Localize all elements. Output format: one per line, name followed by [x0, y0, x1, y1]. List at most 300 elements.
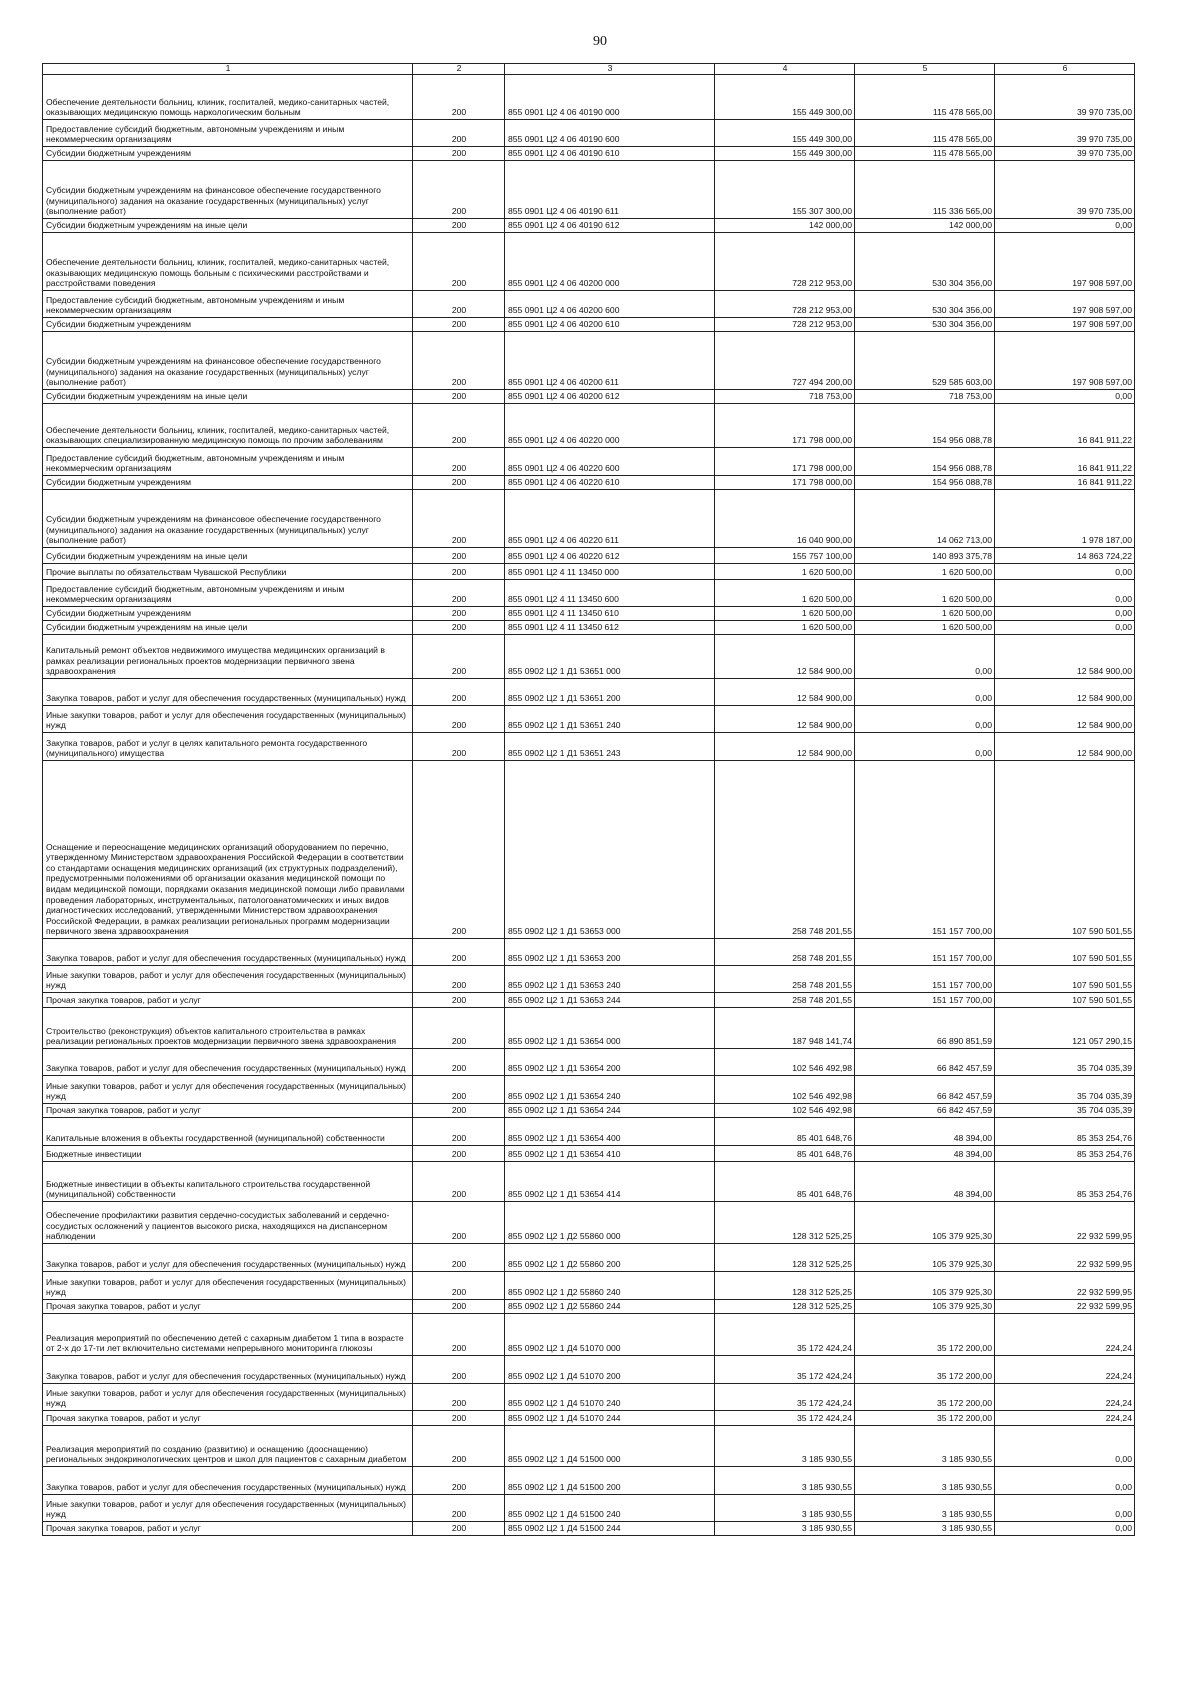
- column-header: 1: [43, 64, 413, 75]
- amount-col4-cell: 258 748 201,55: [715, 939, 855, 966]
- row-name-cell: Обеспечение деятельности больниц, клиник, госпиталей, медико-санитарных частей, оказывающих медицинскую помощь наркологическим больным: [43, 75, 413, 120]
- row-name-cell: Прочая закупка товаров, работ и услуг: [43, 1522, 413, 1536]
- amount-col5-cell: 35 172 200,00: [855, 1384, 995, 1411]
- amount-col5-cell: 66 842 457,59: [855, 1076, 995, 1104]
- amount-col6-cell: 0,00: [995, 219, 1135, 233]
- amount-col4-cell: 1 620 500,00: [715, 580, 855, 607]
- amount-col5-cell: 0,00: [855, 733, 995, 761]
- amount-col5-cell: 0,00: [855, 635, 995, 679]
- budget-classification-cell: 855 0901 Ц2 4 11 13450 610: [505, 607, 715, 621]
- amount-col5-cell: 48 394,00: [855, 1118, 995, 1146]
- admin-code-cell: 200: [413, 1202, 505, 1244]
- budget-classification-cell: 855 0902 Ц2 1 Д2 55860 000: [505, 1202, 715, 1244]
- amount-col4-cell: 1 620 500,00: [715, 607, 855, 621]
- budget-classification-cell: 855 0902 Ц2 1 Д1 53653 000: [505, 761, 715, 939]
- amount-col6-cell: 107 590 501,55: [995, 966, 1135, 993]
- column-header: 2: [413, 64, 505, 75]
- amount-col5-cell: 1 620 500,00: [855, 621, 995, 635]
- amount-col4-cell: 155 449 300,00: [715, 120, 855, 147]
- amount-col5-cell: 14 062 713,00: [855, 490, 995, 548]
- admin-code-cell: 200: [413, 1467, 505, 1495]
- row-name-cell: Предоставление субсидий бюджетным, автономным учреждениям и иным некоммерческим организациям: [43, 448, 413, 476]
- admin-code-cell: 200: [413, 120, 505, 147]
- admin-code-cell: 200: [413, 219, 505, 233]
- admin-code-cell: 200: [413, 1244, 505, 1272]
- budget-classification-cell: 855 0901 Ц2 4 06 40190 612: [505, 219, 715, 233]
- admin-code-cell: 200: [413, 318, 505, 332]
- admin-code-cell: 200: [413, 161, 505, 219]
- budget-classification-cell: 855 0902 Ц2 1 Д4 51500 240: [505, 1495, 715, 1522]
- amount-col5-cell: 1 620 500,00: [855, 580, 995, 607]
- amount-col4-cell: 3 185 930,55: [715, 1495, 855, 1522]
- table-row: [43, 607, 1135, 621]
- amount-col6-cell: 224,24: [995, 1411, 1135, 1426]
- amount-col5-cell: 0,00: [855, 679, 995, 706]
- table-row: [43, 1314, 1135, 1356]
- table-row: [43, 219, 1135, 233]
- row-name-cell: Предоставление субсидий бюджетным, автономным учреждениям и иным некоммерческим организациям: [43, 120, 413, 147]
- row-name-cell: Бюджетные инвестиции в объекты капитального строительства государственной (муниципальной) собственности: [43, 1162, 413, 1202]
- amount-col4-cell: 155 307 300,00: [715, 161, 855, 219]
- table-row: [43, 1356, 1135, 1384]
- amount-col4-cell: 35 172 424,24: [715, 1356, 855, 1384]
- amount-col5-cell: 1 620 500,00: [855, 564, 995, 580]
- admin-code-cell: 200: [413, 580, 505, 607]
- amount-col5-cell: 140 893 375,78: [855, 548, 995, 564]
- amount-col5-cell: 3 185 930,55: [855, 1426, 995, 1467]
- amount-col6-cell: 197 908 597,00: [995, 318, 1135, 332]
- budget-classification-cell: 855 0901 Ц2 4 06 40200 610: [505, 318, 715, 332]
- budget-classification-cell: 855 0901 Ц2 4 06 40190 611: [505, 161, 715, 219]
- amount-col6-cell: 0,00: [995, 390, 1135, 404]
- amount-col4-cell: 12 584 900,00: [715, 733, 855, 761]
- admin-code-cell: 200: [413, 1076, 505, 1104]
- table-row: [43, 1426, 1135, 1467]
- amount-col5-cell: 3 185 930,55: [855, 1495, 995, 1522]
- admin-code-cell: 200: [413, 390, 505, 404]
- amount-col6-cell: 12 584 900,00: [995, 733, 1135, 761]
- row-name-cell: Иные закупки товаров, работ и услуг для обеспечения государственных (муниципальных) нужд: [43, 706, 413, 733]
- amount-col5-cell: 105 379 925,30: [855, 1272, 995, 1300]
- amount-col4-cell: 102 546 492,98: [715, 1049, 855, 1076]
- amount-col5-cell: 151 157 700,00: [855, 761, 995, 939]
- amount-col6-cell: 224,24: [995, 1314, 1135, 1356]
- table-row: [43, 332, 1135, 390]
- amount-col5-cell: 105 379 925,30: [855, 1202, 995, 1244]
- amount-col5-cell: 48 394,00: [855, 1146, 995, 1162]
- budget-classification-cell: 855 0902 Ц2 1 Д1 53654 410: [505, 1146, 715, 1162]
- admin-code-cell: 200: [413, 1008, 505, 1049]
- row-name-cell: Субсидии бюджетным учреждениям на иные цели: [43, 390, 413, 404]
- amount-col4-cell: 258 748 201,55: [715, 761, 855, 939]
- amount-col4-cell: 35 172 424,24: [715, 1411, 855, 1426]
- amount-col4-cell: 1 620 500,00: [715, 621, 855, 635]
- amount-col4-cell: 3 185 930,55: [715, 1522, 855, 1536]
- amount-col4-cell: 128 312 525,25: [715, 1272, 855, 1300]
- amount-col4-cell: 728 212 953,00: [715, 291, 855, 318]
- amount-col5-cell: 115 478 565,00: [855, 75, 995, 120]
- amount-col6-cell: 197 908 597,00: [995, 291, 1135, 318]
- amount-col6-cell: 107 590 501,55: [995, 993, 1135, 1008]
- row-name-cell: Реализация мероприятий по созданию (развитию) и оснащению (дооснащению) региональных эндокринологических центров и школ для пациентов с сахарным диабетом: [43, 1426, 413, 1467]
- table-row: [43, 291, 1135, 318]
- row-name-cell: Прочая закупка товаров, работ и услуг: [43, 1300, 413, 1314]
- amount-col6-cell: 22 932 599,95: [995, 1300, 1135, 1314]
- table-row: [43, 993, 1135, 1008]
- budget-classification-cell: 855 0901 Ц2 4 06 40200 000: [505, 233, 715, 291]
- budget-classification-cell: 855 0902 Ц2 1 Д2 55860 240: [505, 1272, 715, 1300]
- table-row: [43, 1202, 1135, 1244]
- admin-code-cell: 200: [413, 1411, 505, 1426]
- table-body: [43, 75, 1135, 1536]
- amount-col4-cell: 16 040 900,00: [715, 490, 855, 548]
- row-name-cell: Иные закупки товаров, работ и услуг для обеспечения государственных (муниципальных) нужд: [43, 1076, 413, 1104]
- admin-code-cell: 200: [413, 1426, 505, 1467]
- amount-col6-cell: 224,24: [995, 1384, 1135, 1411]
- amount-col4-cell: 171 798 000,00: [715, 476, 855, 490]
- row-name-cell: Прочая закупка товаров, работ и услуг: [43, 1104, 413, 1118]
- amount-col6-cell: 121 057 290,15: [995, 1008, 1135, 1049]
- budget-classification-cell: 855 0902 Ц2 1 Д1 53653 240: [505, 966, 715, 993]
- table-row: [43, 1076, 1135, 1104]
- admin-code-cell: 200: [413, 1495, 505, 1522]
- amount-col4-cell: 85 401 648,76: [715, 1162, 855, 1202]
- admin-code-cell: 200: [413, 147, 505, 161]
- budget-classification-cell: 855 0902 Ц2 1 Д1 53651 200: [505, 679, 715, 706]
- budget-classification-cell: 855 0901 Ц2 4 06 40220 000: [505, 404, 715, 448]
- amount-col6-cell: 14 863 724,22: [995, 548, 1135, 564]
- admin-code-cell: 200: [413, 939, 505, 966]
- budget-classification-cell: 855 0901 Ц2 4 06 40220 612: [505, 548, 715, 564]
- table-row: [43, 1467, 1135, 1495]
- column-header: 3: [505, 64, 715, 75]
- amount-col4-cell: 3 185 930,55: [715, 1426, 855, 1467]
- admin-code-cell: 200: [413, 607, 505, 621]
- amount-col6-cell: 0,00: [995, 1522, 1135, 1536]
- amount-col6-cell: 35 704 035,39: [995, 1104, 1135, 1118]
- amount-col5-cell: 154 956 088,78: [855, 404, 995, 448]
- row-name-cell: Субсидии бюджетным учреждениям на иные цели: [43, 621, 413, 635]
- admin-code-cell: 200: [413, 1356, 505, 1384]
- row-name-cell: Бюджетные инвестиции: [43, 1146, 413, 1162]
- table-row: [43, 476, 1135, 490]
- amount-col5-cell: 66 842 457,59: [855, 1104, 995, 1118]
- amount-col4-cell: 727 494 200,00: [715, 332, 855, 390]
- budget-classification-cell: 855 0902 Ц2 1 Д4 51070 200: [505, 1356, 715, 1384]
- amount-col6-cell: 22 932 599,95: [995, 1244, 1135, 1272]
- amount-col5-cell: 142 000,00: [855, 219, 995, 233]
- amount-col6-cell: 224,24: [995, 1356, 1135, 1384]
- table-row: [43, 120, 1135, 147]
- amount-col6-cell: 0,00: [995, 621, 1135, 635]
- budget-classification-cell: 855 0902 Ц2 1 Д1 53651 240: [505, 706, 715, 733]
- table-row: [43, 761, 1135, 939]
- budget-classification-cell: 855 0902 Ц2 1 Д2 55860 200: [505, 1244, 715, 1272]
- table-row: [43, 564, 1135, 580]
- amount-col5-cell: 530 304 356,00: [855, 291, 995, 318]
- amount-col5-cell: 154 956 088,78: [855, 448, 995, 476]
- row-name-cell: Иные закупки товаров, работ и услуг для обеспечения государственных (муниципальных) нужд: [43, 1384, 413, 1411]
- budget-classification-cell: 855 0901 Ц2 4 06 40220 611: [505, 490, 715, 548]
- amount-col6-cell: 35 704 035,39: [995, 1049, 1135, 1076]
- amount-col5-cell: 48 394,00: [855, 1162, 995, 1202]
- row-name-cell: Закупка товаров, работ и услуг в целях капитального ремонта государственного (муниципального) имущества: [43, 733, 413, 761]
- admin-code-cell: 200: [413, 1118, 505, 1146]
- budget-classification-cell: 855 0901 Ц2 4 06 40190 600: [505, 120, 715, 147]
- budget-classification-cell: 855 0902 Ц2 1 Д4 51070 244: [505, 1411, 715, 1426]
- row-name-cell: Закупка товаров, работ и услуг для обеспечения государственных (муниципальных) нужд: [43, 1244, 413, 1272]
- budget-classification-cell: 855 0902 Ц2 1 Д4 51500 244: [505, 1522, 715, 1536]
- admin-code-cell: 200: [413, 448, 505, 476]
- table-row: [43, 733, 1135, 761]
- budget-classification-cell: 855 0902 Ц2 1 Д4 51070 240: [505, 1384, 715, 1411]
- row-name-cell: Субсидии бюджетным учреждениям на иные цели: [43, 548, 413, 564]
- amount-col6-cell: 16 841 911,22: [995, 476, 1135, 490]
- amount-col5-cell: 718 753,00: [855, 390, 995, 404]
- table-row: [43, 966, 1135, 993]
- row-name-cell: Прочие выплаты по обязательствам Чувашской Республики: [43, 564, 413, 580]
- table-row: [43, 1162, 1135, 1202]
- admin-code-cell: 200: [413, 564, 505, 580]
- amount-col6-cell: 0,00: [995, 580, 1135, 607]
- budget-classification-cell: 855 0901 Ц2 4 06 40220 610: [505, 476, 715, 490]
- budget-classification-cell: 855 0902 Ц2 1 Д1 53654 200: [505, 1049, 715, 1076]
- budget-classification-cell: 855 0902 Ц2 1 Д1 53654 244: [505, 1104, 715, 1118]
- amount-col6-cell: 85 353 254,76: [995, 1146, 1135, 1162]
- admin-code-cell: 200: [413, 1162, 505, 1202]
- amount-col6-cell: 1 978 187,00: [995, 490, 1135, 548]
- budget-classification-cell: 855 0902 Ц2 1 Д1 53653 244: [505, 993, 715, 1008]
- page-number: 90: [593, 34, 607, 49]
- row-name-cell: Субсидии бюджетным учреждениям: [43, 147, 413, 161]
- amount-col4-cell: 35 172 424,24: [715, 1314, 855, 1356]
- table-row: [43, 1244, 1135, 1272]
- row-name-cell: Предоставление субсидий бюджетным, автономным учреждениям и иным некоммерческим организациям: [43, 291, 413, 318]
- table-row: [43, 1495, 1135, 1522]
- budget-classification-cell: 855 0901 Ц2 4 11 13450 600: [505, 580, 715, 607]
- amount-col4-cell: 85 401 648,76: [715, 1146, 855, 1162]
- amount-col5-cell: 105 379 925,30: [855, 1300, 995, 1314]
- amount-col4-cell: 155 449 300,00: [715, 75, 855, 120]
- row-name-cell: Субсидии бюджетным учреждениям на иные цели: [43, 219, 413, 233]
- amount-col6-cell: 0,00: [995, 1495, 1135, 1522]
- amount-col5-cell: 35 172 200,00: [855, 1314, 995, 1356]
- amount-col5-cell: 35 172 200,00: [855, 1411, 995, 1426]
- amount-col6-cell: 12 584 900,00: [995, 635, 1135, 679]
- row-name-cell: Обеспечение деятельности больниц, клиник, госпиталей, медико-санитарных частей, оказывающих медицинскую помощь больным с психическими расстройствами и расстройствами поведения: [43, 233, 413, 291]
- amount-col5-cell: 115 478 565,00: [855, 147, 995, 161]
- table-row: [43, 1384, 1135, 1411]
- amount-col6-cell: 22 932 599,95: [995, 1202, 1135, 1244]
- table-row: [43, 1146, 1135, 1162]
- row-name-cell: Закупка товаров, работ и услуг для обеспечения государственных (муниципальных) нужд: [43, 1356, 413, 1384]
- amount-col6-cell: 0,00: [995, 1426, 1135, 1467]
- amount-col6-cell: 12 584 900,00: [995, 679, 1135, 706]
- budget-classification-cell: 855 0902 Ц2 1 Д1 53654 000: [505, 1008, 715, 1049]
- admin-code-cell: 200: [413, 291, 505, 318]
- row-name-cell: Капитальные вложения в объекты государственной (муниципальной) собственности: [43, 1118, 413, 1146]
- row-name-cell: Субсидии бюджетным учреждениям на финансовое обеспечение государственного (муниципального) задания на оказание государственных (муниципальных) услуг (выполнение работ): [43, 490, 413, 548]
- amount-col4-cell: 3 185 930,55: [715, 1467, 855, 1495]
- row-name-cell: Капитальный ремонт объектов недвижимого имущества медицинских организаций в рамках реализации региональных проектов модернизации первичного звена здравоохранения: [43, 635, 413, 679]
- admin-code-cell: 200: [413, 1272, 505, 1300]
- row-name-cell: Оснащение и переоснащение медицинских организаций оборудованием по перечню, утвержденному Министерством здравоохранения Российской Федерации в соответствии со стандартами оснащения медицинских организаций (их структурных подразделений), предусмотренными положениями об организации оказания медицинской помощи по видам медицинской помощи, порядками оказания медицинской помощи либо правилами проведения лабораторных, инструментальных, патологоанатомических и иных видов диагностических исследований, утвержденными Министерством здравоохранения Российской Федерации, в рамках реализации региональных программ модернизации первичного звена здравоохранения: [43, 761, 413, 939]
- admin-code-cell: 200: [413, 476, 505, 490]
- amount-col6-cell: 197 908 597,00: [995, 233, 1135, 291]
- admin-code-cell: 200: [413, 490, 505, 548]
- amount-col6-cell: 0,00: [995, 607, 1135, 621]
- amount-col4-cell: 12 584 900,00: [715, 679, 855, 706]
- admin-code-cell: 200: [413, 1300, 505, 1314]
- amount-col5-cell: 115 336 565,00: [855, 161, 995, 219]
- amount-col6-cell: 107 590 501,55: [995, 939, 1135, 966]
- row-name-cell: Предоставление субсидий бюджетным, автономным учреждениям и иным некоммерческим организациям: [43, 580, 413, 607]
- amount-col4-cell: 102 546 492,98: [715, 1076, 855, 1104]
- budget-classification-cell: 855 0901 Ц2 4 06 40200 612: [505, 390, 715, 404]
- row-name-cell: Закупка товаров, работ и услуг для обеспечения государственных (муниципальных) нужд: [43, 679, 413, 706]
- table-row: [43, 580, 1135, 607]
- budget-classification-cell: 855 0902 Ц2 1 Д1 53654 400: [505, 1118, 715, 1146]
- table-row: [43, 1411, 1135, 1426]
- budget-classification-cell: 855 0901 Ц2 4 06 40220 600: [505, 448, 715, 476]
- budget-classification-cell: 855 0901 Ц2 4 06 40200 611: [505, 332, 715, 390]
- budget-classification-cell: 855 0902 Ц2 1 Д2 55860 244: [505, 1300, 715, 1314]
- amount-col6-cell: 39 970 735,00: [995, 120, 1135, 147]
- amount-col5-cell: 3 185 930,55: [855, 1522, 995, 1536]
- amount-col4-cell: 85 401 648,76: [715, 1118, 855, 1146]
- amount-col6-cell: 35 704 035,39: [995, 1076, 1135, 1104]
- amount-col5-cell: 529 585 603,00: [855, 332, 995, 390]
- admin-code-cell: 200: [413, 1384, 505, 1411]
- column-number-row: [43, 64, 1135, 75]
- table-row: [43, 233, 1135, 291]
- amount-col6-cell: 107 590 501,55: [995, 761, 1135, 939]
- amount-col4-cell: 728 212 953,00: [715, 233, 855, 291]
- admin-code-cell: 200: [413, 761, 505, 939]
- amount-col5-cell: 105 379 925,30: [855, 1244, 995, 1272]
- row-name-cell: Прочая закупка товаров, работ и услуг: [43, 993, 413, 1008]
- admin-code-cell: 200: [413, 1146, 505, 1162]
- row-name-cell: Иные закупки товаров, работ и услуг для обеспечения государственных (муниципальных) нужд: [43, 1495, 413, 1522]
- admin-code-cell: 200: [413, 332, 505, 390]
- admin-code-cell: 200: [413, 233, 505, 291]
- admin-code-cell: 200: [413, 1049, 505, 1076]
- admin-code-cell: 200: [413, 1522, 505, 1536]
- amount-col5-cell: 530 304 356,00: [855, 318, 995, 332]
- amount-col6-cell: 39 970 735,00: [995, 75, 1135, 120]
- budget-classification-cell: 855 0902 Ц2 1 Д4 51070 000: [505, 1314, 715, 1356]
- table-row: [43, 706, 1135, 733]
- admin-code-cell: 200: [413, 1314, 505, 1356]
- amount-col4-cell: 171 798 000,00: [715, 404, 855, 448]
- column-header: 4: [715, 64, 855, 75]
- amount-col5-cell: 66 890 851,59: [855, 1008, 995, 1049]
- row-name-cell: Закупка товаров, работ и услуг для обеспечения государственных (муниципальных) нужд: [43, 1467, 413, 1495]
- row-name-cell: Субсидии бюджетным учреждениям на финансовое обеспечение государственного (муниципального) задания на оказание государственных (муниципальных) услуг (выполнение работ): [43, 332, 413, 390]
- table-row: [43, 318, 1135, 332]
- row-name-cell: Обеспечение деятельности больниц, клиник, госпиталей, медико-санитарных частей, оказывающих специализированную медицинскую помощь по прочим заболеваниям: [43, 404, 413, 448]
- admin-code-cell: 200: [413, 993, 505, 1008]
- budget-classification-cell: 855 0901 Ц2 4 06 40190 000: [505, 75, 715, 120]
- row-name-cell: Субсидии бюджетным учреждениям: [43, 318, 413, 332]
- amount-col4-cell: 155 757 100,00: [715, 548, 855, 564]
- admin-code-cell: 200: [413, 404, 505, 448]
- amount-col4-cell: 142 000,00: [715, 219, 855, 233]
- budget-classification-cell: 855 0901 Ц2 4 11 13450 000: [505, 564, 715, 580]
- column-header: 6: [995, 64, 1135, 75]
- table-row: [43, 1522, 1135, 1536]
- budget-classification-cell: 855 0902 Ц2 1 Д4 51500 000: [505, 1426, 715, 1467]
- table-row: [43, 448, 1135, 476]
- amount-col4-cell: 728 212 953,00: [715, 318, 855, 332]
- amount-col5-cell: 115 478 565,00: [855, 120, 995, 147]
- amount-col4-cell: 102 546 492,98: [715, 1104, 855, 1118]
- table-row: [43, 1049, 1135, 1076]
- amount-col6-cell: 39 970 735,00: [995, 161, 1135, 219]
- table-row: [43, 1272, 1135, 1300]
- table-row: [43, 1008, 1135, 1049]
- amount-col5-cell: 66 842 457,59: [855, 1049, 995, 1076]
- row-name-cell: Строительство (реконструкция) объектов капитального строительства в рамках реализации региональных проектов модернизации первичного звена здравоохранения: [43, 1008, 413, 1049]
- amount-col5-cell: 151 157 700,00: [855, 993, 995, 1008]
- budget-classification-cell: 855 0902 Ц2 1 Д1 53651 000: [505, 635, 715, 679]
- amount-col6-cell: 197 908 597,00: [995, 332, 1135, 390]
- budget-classification-cell: 855 0902 Ц2 1 Д1 53653 200: [505, 939, 715, 966]
- row-name-cell: Прочая закупка товаров, работ и услуг: [43, 1411, 413, 1426]
- budget-classification-cell: 855 0902 Ц2 1 Д4 51500 200: [505, 1467, 715, 1495]
- amount-col5-cell: 151 157 700,00: [855, 966, 995, 993]
- table-row: [43, 490, 1135, 548]
- amount-col6-cell: 22 932 599,95: [995, 1272, 1135, 1300]
- budget-classification-cell: 855 0901 Ц2 4 06 40190 610: [505, 147, 715, 161]
- admin-code-cell: 200: [413, 75, 505, 120]
- amount-col4-cell: 258 748 201,55: [715, 966, 855, 993]
- amount-col6-cell: 85 353 254,76: [995, 1118, 1135, 1146]
- table-row: [43, 390, 1135, 404]
- amount-col6-cell: 0,00: [995, 1467, 1135, 1495]
- amount-col4-cell: 35 172 424,24: [715, 1384, 855, 1411]
- table-row: [43, 75, 1135, 120]
- budget-execution-table: [42, 63, 1135, 1536]
- amount-col6-cell: 85 353 254,76: [995, 1162, 1135, 1202]
- table-row: [43, 404, 1135, 448]
- amount-col6-cell: 39 970 735,00: [995, 147, 1135, 161]
- row-name-cell: Закупка товаров, работ и услуг для обеспечения государственных (муниципальных) нужд: [43, 1049, 413, 1076]
- row-name-cell: Обеспечение профилактики развития сердечно-сосудистых заболеваний и сердечно-сосудистых осложнений у пациентов высокого риска, находящихся на диспансерном наблюдении: [43, 1202, 413, 1244]
- row-name-cell: Реализация мероприятий по обеспечению детей с сахарным диабетом 1 типа в возрасте от 2-х до 17-ти лет включительно системами непрерывного мониторинга глюкозы: [43, 1314, 413, 1356]
- table-row: [43, 147, 1135, 161]
- table-row: [43, 1300, 1135, 1314]
- admin-code-cell: 200: [413, 679, 505, 706]
- amount-col4-cell: 128 312 525,25: [715, 1244, 855, 1272]
- budget-classification-cell: 855 0901 Ц2 4 06 40200 600: [505, 291, 715, 318]
- amount-col4-cell: 12 584 900,00: [715, 635, 855, 679]
- row-name-cell: Субсидии бюджетным учреждениям на финансовое обеспечение государственного (муниципального) задания на оказание государственных (муниципальных) услуг (выполнение работ): [43, 161, 413, 219]
- table-row: [43, 635, 1135, 679]
- amount-col5-cell: 3 185 930,55: [855, 1467, 995, 1495]
- table-row: [43, 679, 1135, 706]
- budget-classification-cell: 855 0902 Ц2 1 Д1 53651 243: [505, 733, 715, 761]
- amount-col5-cell: 0,00: [855, 706, 995, 733]
- amount-col4-cell: 128 312 525,25: [715, 1202, 855, 1244]
- amount-col6-cell: 16 841 911,22: [995, 448, 1135, 476]
- amount-col4-cell: 155 449 300,00: [715, 147, 855, 161]
- amount-col5-cell: 35 172 200,00: [855, 1356, 995, 1384]
- amount-col5-cell: 151 157 700,00: [855, 939, 995, 966]
- amount-col6-cell: 16 841 911,22: [995, 404, 1135, 448]
- admin-code-cell: 200: [413, 1104, 505, 1118]
- row-name-cell: Субсидии бюджетным учреждениям: [43, 476, 413, 490]
